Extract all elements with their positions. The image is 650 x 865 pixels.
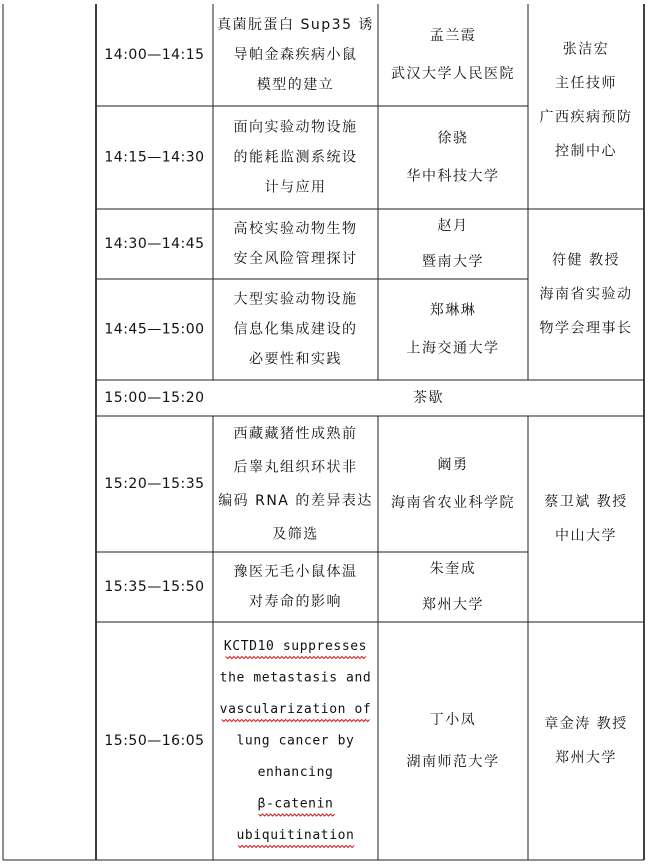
spellcheck-underline [259,814,335,816]
talk-title-line: 大型实验动物设施 [233,291,358,308]
speaker-affiliation: 华中科技大学 [406,168,500,185]
talk-title-line: 后睾丸组织环状非 [233,459,358,476]
time-slot: 14:00—14:15 [104,47,205,63]
time-slot: 14:45—15:00 [104,321,205,338]
speaker-name: 赵月 [437,218,469,234]
session-chair [544,493,627,544]
talk-title-line: the metastasis and [219,670,372,686]
speaker-affiliation: 武汉大学人民医院 [391,66,515,82]
speaker-affiliation: 湖南师范大学 [406,754,500,770]
speaker-name: 朱奎成 [429,561,477,577]
time-slot: 15:20—15:35 [104,476,205,492]
tea-break-label: 茶歇 [413,390,444,406]
talk-title-line: 编码 RNA 的差异表达 [218,492,373,509]
talk-title-line: lung cancer by [236,733,355,749]
talk-title-line: 安全风险管理探讨 [233,251,358,267]
talk-title-line: 模型的建立 [256,77,335,93]
spellcheck-underline [222,720,370,722]
chair-line: 郑州大学 [555,750,617,766]
talk-title-line: 豫医无毛小鼠体温 [233,564,358,580]
talk-title-line: 对寿命的影响 [249,594,342,610]
table-row [104,217,484,270]
talk-title-line: 及筛选 [272,526,319,543]
talk-title-line: KCTD10 suppresses [223,639,368,654]
talk-title-line: 信息化集成建设的 [233,321,358,338]
speaker-name: 郑琳琳 [429,302,477,319]
table-row [104,639,499,848]
speaker-name: 阚勇 [437,457,469,473]
table-row [104,119,499,196]
chair-line: 主任技师 [555,75,617,92]
talk-title-line: 高校实验动物生物 [233,221,358,237]
speaker-affiliation: 暨南大学 [422,254,484,270]
table-row [104,291,499,368]
speaker-name: 孟兰霞 [429,28,477,44]
chair-line: 广西疾病预防 [539,109,633,126]
table-row [104,560,484,613]
time-slot: 15:00—15:20 [104,390,205,406]
chair-line: 蔡卫斌 教授 [544,494,628,510]
speaker-affiliation: 上海交通大学 [406,340,500,357]
talk-title-line: β-catenin [257,796,334,812]
table-row [104,16,515,93]
chair-line: 章金涛 教授 [544,716,628,732]
chair-line: 符健 教授 [552,252,620,269]
talk-title-line: enhancing [257,765,334,780]
speaker-affiliation: 海南省农业科学院 [391,495,515,511]
table-row [104,390,444,406]
chair-line: 海南省实验动 [539,286,633,303]
spellcheck-underline [238,846,354,848]
spellcheck-underline [226,657,366,659]
talk-title-line: vascularization of [219,702,372,717]
talk-title-line: 必要性和实践 [249,351,342,368]
speaker-affiliation: 郑州大学 [422,597,484,613]
chair-line: 张洁宏 [562,41,610,58]
time-slot: 14:30—14:45 [104,236,205,252]
chair-line: 控制中心 [555,143,617,160]
time-slot: 15:50—16:05 [104,733,205,749]
talk-title-line: 真菌朊蛋白 Sup35 诱 [217,17,374,33]
talk-title-line: 计与应用 [264,179,327,196]
chair-line: 中山大学 [555,528,617,544]
time-slot: 14:15—14:30 [104,149,205,166]
talk-title-line: 导帕金森疾病小鼠 [233,47,358,63]
table-row [104,425,515,543]
speaker-name: 徐骁 [437,130,469,147]
time-slot: 15:35—15:50 [104,579,205,595]
session-chair [540,252,633,337]
talk-title-line: 西藏藏猪性成熟前 [233,425,358,442]
talk-title-line: 的能耗监测系统设 [233,149,358,166]
chair-line: 物学会理事长 [539,320,633,337]
talk-title-line: 面向实验动物设施 [233,119,358,136]
talk-title-line: ubiquitination [236,828,355,843]
session-chair [544,715,627,766]
speaker-name: 丁小凤 [429,712,477,728]
session-chair [540,41,633,160]
